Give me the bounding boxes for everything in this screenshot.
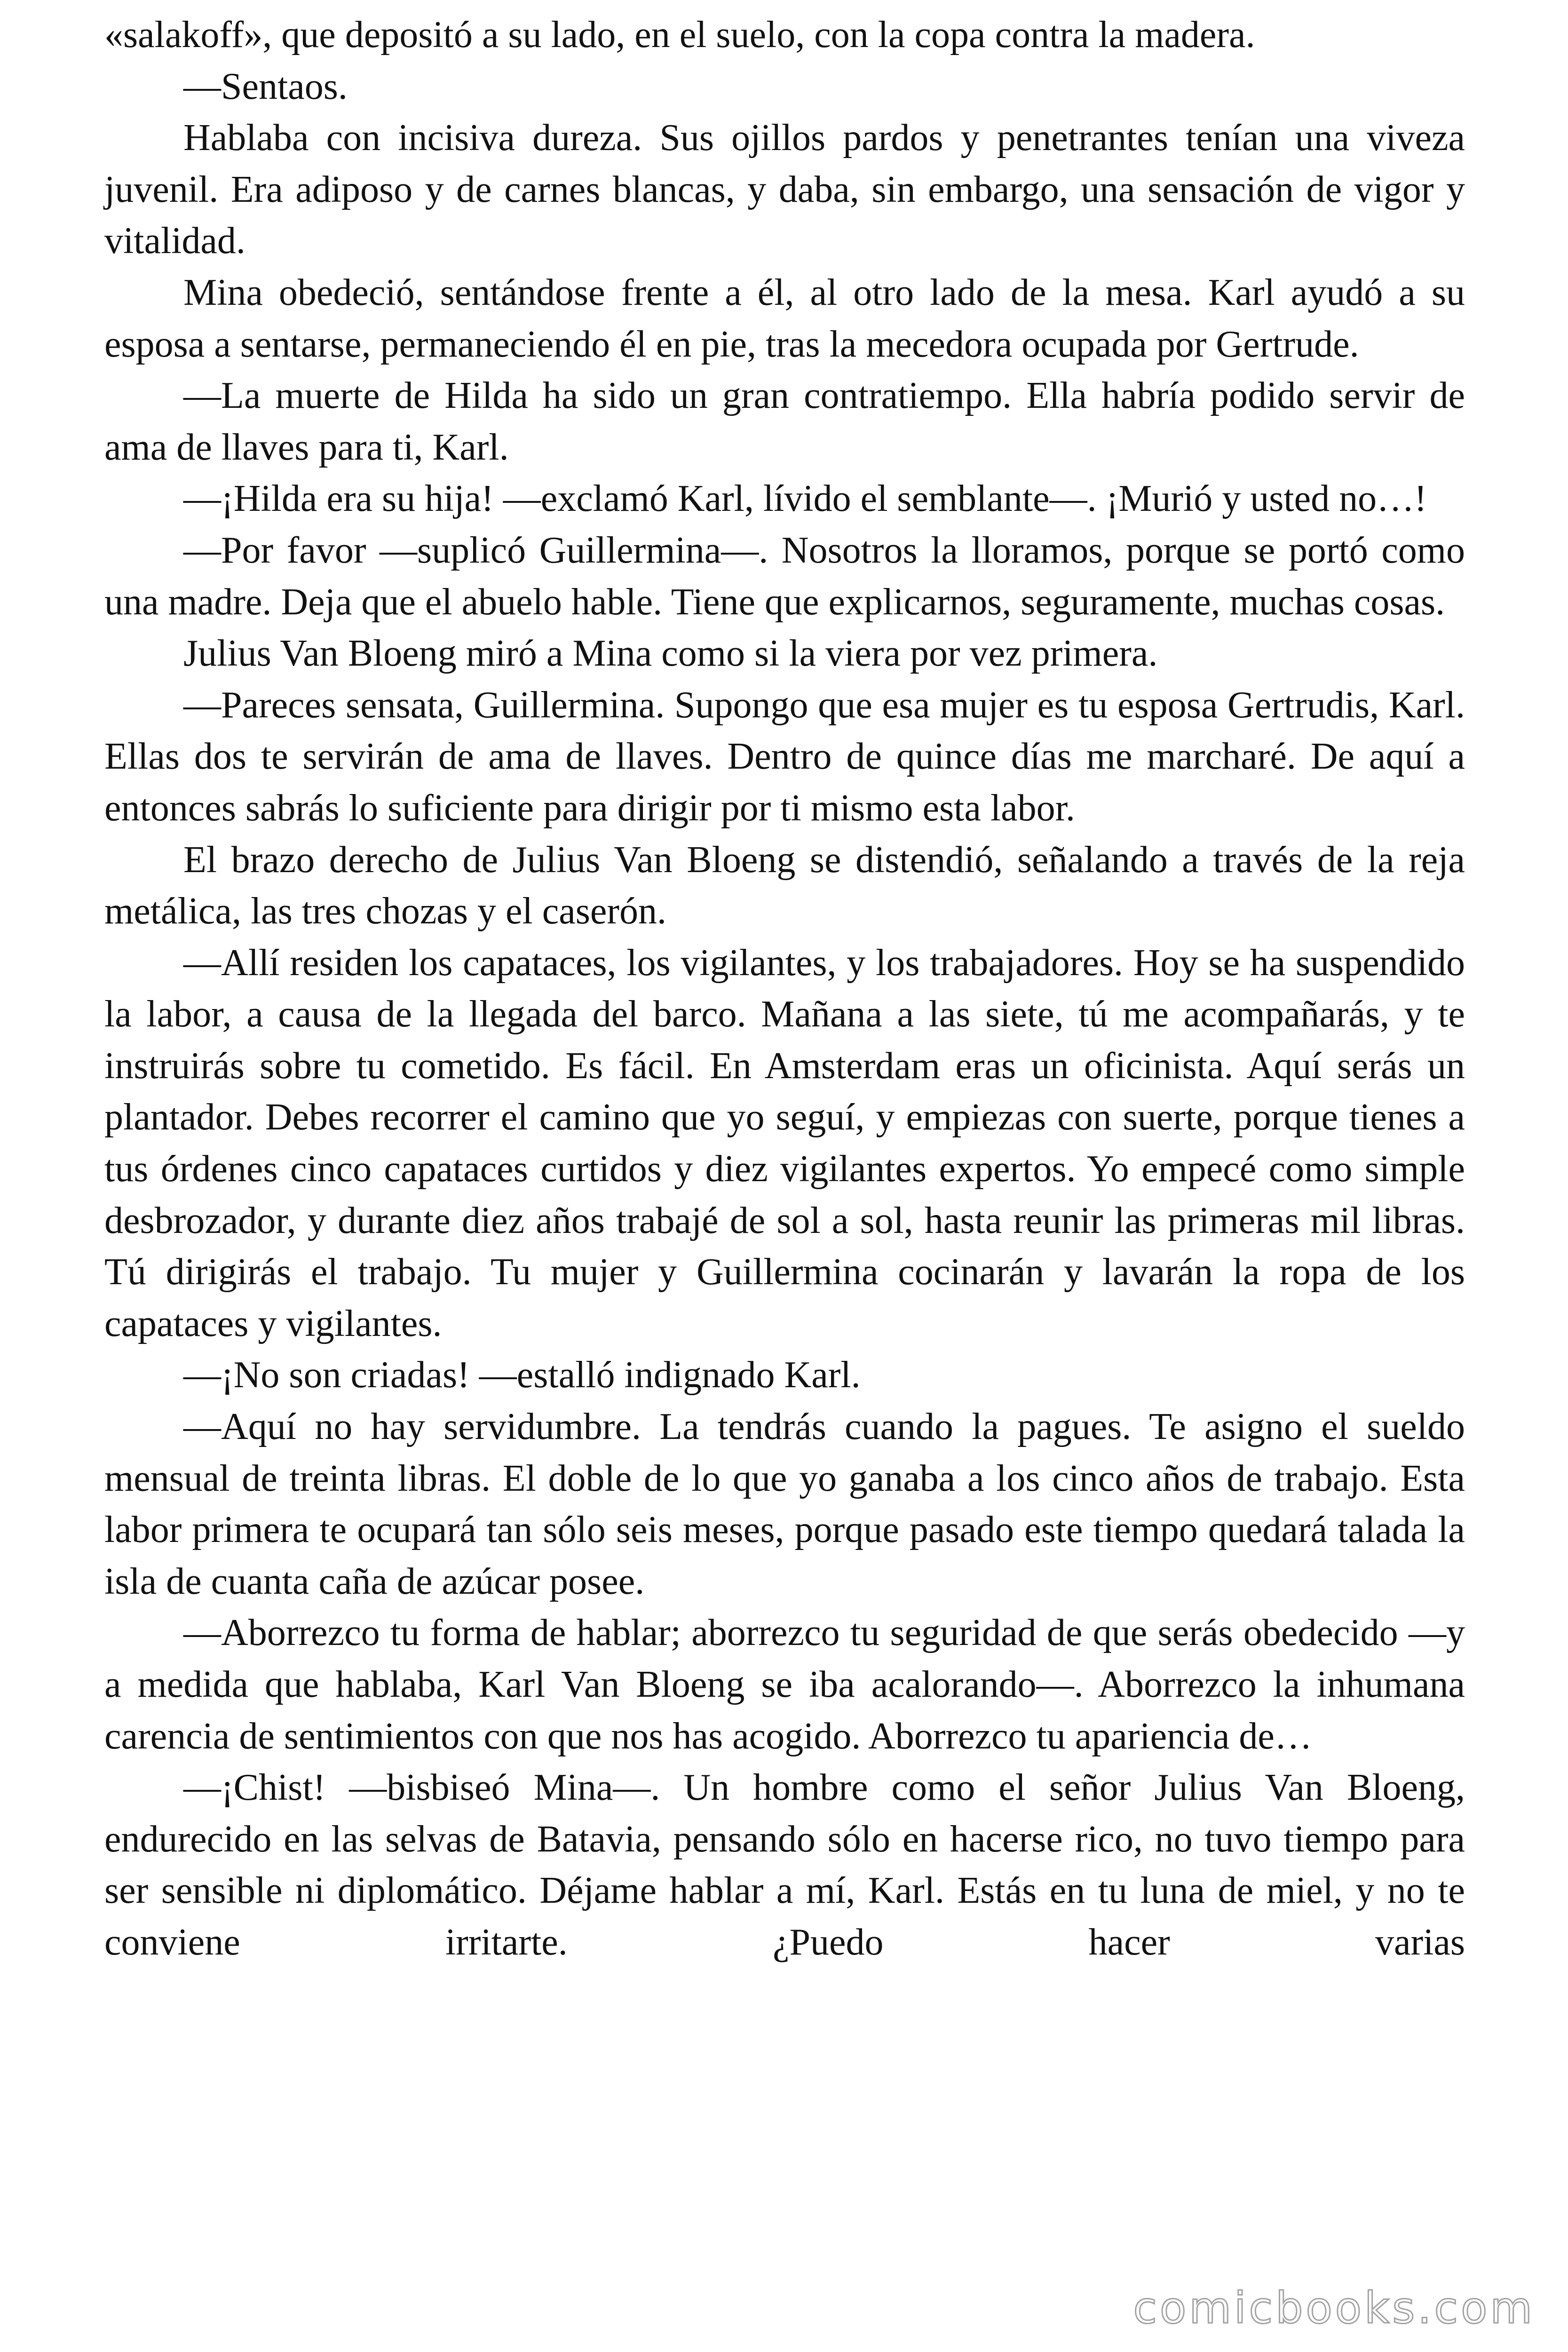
paragraph-7: —Por favor —suplicó Guillermina—. Nosotros la lloramos, porque se portó como una madre. Deja que el abuelo hable. Tiene que explicarnos, seguramente, muchas cosas.	[104, 529, 1465, 623]
paragraph-8: Julius Van Bloeng miró a Mina como si la viera por vez primera.	[183, 633, 1158, 675]
paragraph-3: Hablaba con incisiva dureza. Sus ojillos pardos y penetrantes tenían una viveza juvenil. Era adiposo y de carnes blancas, y daba, sin embargo, una sensación de vigor y vitalidad.	[104, 117, 1465, 262]
paragraph-5: —La muerte de Hilda ha sido un gran contratiempo. Ella habría podido servir de ama de llaves para ti, Karl.	[104, 375, 1465, 468]
watermark-logo: comicbooks.com	[1133, 2283, 1535, 2333]
paragraph-4: Mina obedeció, sentándose frente a él, al otro lado de la mesa. Karl ayudó a su esposa a sentarse, permaneciendo él en pie, tras la mecedora ocupada por Gertrude.	[104, 271, 1465, 365]
paragraph-11: —Allí residen los capataces, los vigilantes, y los trabajadores. Hoy se ha suspendido la labor, a causa de la llegada del barco. Mañana a las siete, tú me acompañarás, y te instruirás sobre tu cometido. Es fácil. En Amsterdam eras un oficinista. Aquí serás un plantador. Debes recorrer el camino que yo seguí, y empiezas con suerte, porque tienes a tus órdenes cinco capataces curtidos y diez vigilantes expertos. Yo empecé como simple desbrozador, y durante diez años trabajé de sol a sol, hasta reunir las primeras mil libras. Tú dirigirás el trabajo. Tu mujer y Guillermina cocinarán y lavarán la ropa de los capataces y vigilantes.	[104, 942, 1465, 1344]
paragraph-14: —Aborrezco tu forma de hablar; aborrezco tu seguridad de que serás obedecido —y a medida que hablaba, Karl Van Bloeng se iba acalorando—. Aborrezco la inhumana carencia de sentimientos con que nos has acogido. Aborrezco tu apariencia de…	[104, 1612, 1465, 1757]
paragraph-2: —Sentaos.	[183, 65, 348, 107]
paragraph-9: —Pareces sensata, Guillermina. Supongo que esa mujer es tu esposa Gertrudis, Karl. Ellas dos te servirán de ama de llaves. Dentro de quince días me marcharé. De aquí a entonces sabrás lo suficiente para dirigir por ti mismo esta labor.	[104, 684, 1465, 829]
paragraph-12: —¡No son criadas! —estalló indignado Karl.	[183, 1354, 861, 1396]
paragraph-6: —¡Hilda era su hija! —exclamó Karl, lívido el semblante—. ¡Murió y usted no…!	[183, 478, 1427, 520]
paragraph-1: «salakoff», que depositó a su lado, en el suelo, con la copa contra la madera.	[104, 14, 1255, 56]
paragraph-10: El brazo derecho de Julius Van Bloeng se distendió, señalando a través de la reja metálica, las tres chozas y el caserón.	[104, 839, 1465, 932]
book-page-text	[104, 9, 1465, 1969]
paragraph-15: —¡Chist! —bisbiseó Mina—. Un hombre como el señor Julius Van Bloeng, endurecido en las selvas de Batavia, pensando sólo en hacerse rico, no tuvo tiempo para ser sensible ni diplomático. Déjame hablar a mí, Karl. Estás en tu luna de miel, y no te conviene irritarte. ¿Puedo hacer varias	[104, 1767, 1465, 1963]
paragraph-13: —Aquí no hay servidumbre. La tendrás cuando la pagues. Te asigno el sueldo mensual de treinta libras. El doble de lo que yo ganaba a los cinco años de trabajo. Esta labor primera te ocupará tan sólo seis meses, porque pasado este tiempo quedará talada la isla de cuanta caña de azúcar posee.	[104, 1406, 1465, 1602]
